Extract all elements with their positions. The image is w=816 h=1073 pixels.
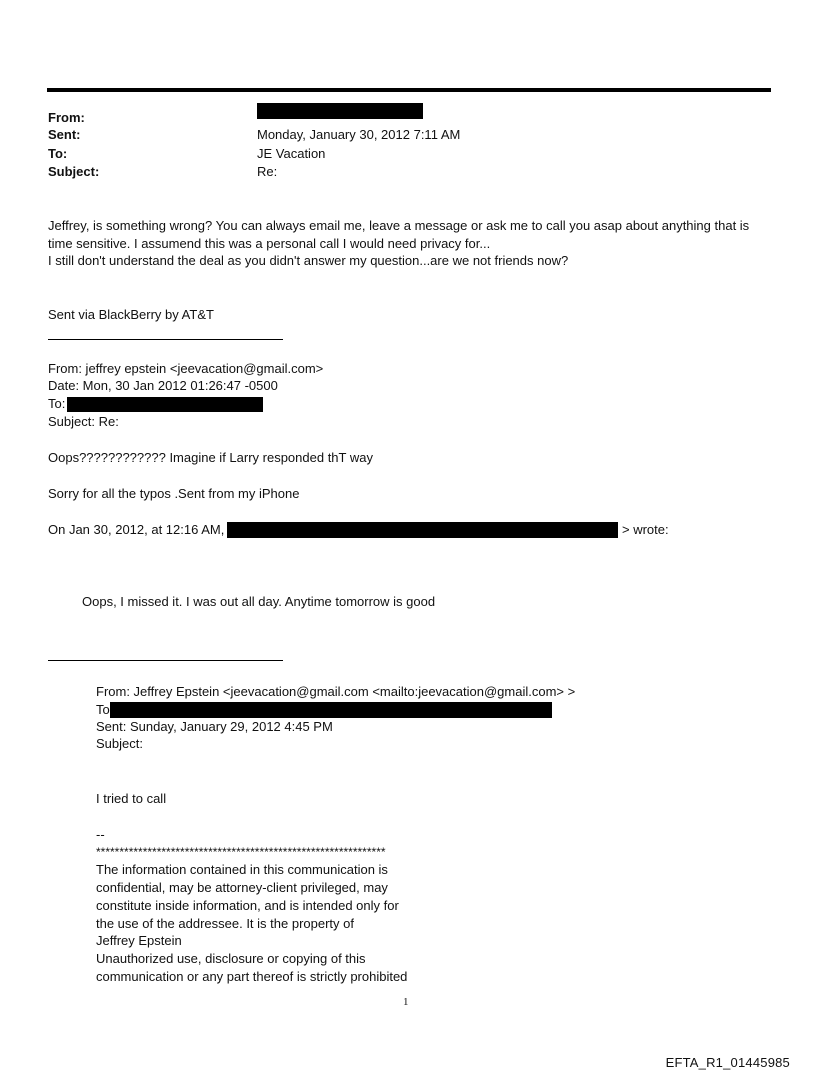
quoted3-to-label: To [96,702,110,717]
disclaimer-line-6: Unauthorized use, disclosure or copying of this [96,951,366,966]
disclaimer-line-1: The information contained in this communication is [96,862,388,877]
disclaimer-line-4: the use of the addressee. It is the property of [96,916,354,931]
separator-2 [48,660,283,661]
separator-1 [48,339,283,340]
body-line-3: I still don't understand the deal as you didn't answer my question...are we not friends now? [48,253,569,268]
quoted1-date: Date: Mon, 30 Jan 2012 01:26:47 -0500 [48,378,278,393]
quoted3-stars: ************************************************************** [96,845,386,859]
quoted1-to-label: To: [48,396,66,411]
disclaimer-line-2: confidential, may be attorney-client privileged, may [96,880,388,895]
sent-label: Sent: [48,127,81,142]
redaction-from [257,103,423,119]
quoted1-wrote-prefix: On Jan 30, 2012, at 12:16 AM, [48,522,225,537]
document-id: EFTA_R1_01445985 [665,1055,790,1070]
subject-value: Re: [257,164,278,179]
quoted1-from: From: jeffrey epstein <jeevacation@gmail.com> [48,361,324,376]
quoted1-subject: Subject: Re: [48,414,119,429]
quoted3-sent: Sent: Sunday, January 29, 2012 4:45 PM [96,719,333,734]
quoted1-wrote-suffix: > wrote: [622,522,669,537]
disclaimer-line-7: communication or any part thereof is strictly prohibited [96,969,408,984]
from-label: From: [48,110,85,125]
disclaimer-line-5: Jeffrey Epstein [96,933,182,948]
page-number: 1 [403,996,409,1008]
redaction-to-1 [67,397,263,412]
redaction-to-3 [110,702,552,718]
signature: Sent via BlackBerry by AT&T [48,307,214,322]
disclaimer-line-3: constitute inside information, and is intended only for [96,898,399,913]
quoted3-from: From: Jeffrey Epstein <jeevacation@gmail.com <mailto:jeevacation@gmail.com> > [96,684,576,699]
top-rule [47,88,771,92]
sent-value: Monday, January 30, 2012 7:11 AM [257,127,461,142]
to-label: To: [48,146,68,161]
quoted3-dashes: -- [96,827,105,842]
quoted1-msg-2: Sorry for all the typos .Sent from my iPhone [48,486,300,501]
quoted1-msg-1: Oops???????????? Imagine if Larry responded thT way [48,450,373,465]
subject-label: Subject: [48,164,100,179]
quoted3-subject: Subject: [96,736,143,751]
body-line-1: Jeffrey, is something wrong? You can always email me, leave a message or ask me to call you asap about anything that is [48,218,750,233]
redaction-wrote [227,522,618,538]
quoted2-msg: Oops, I missed it. I was out all day. Anytime tomorrow is good [82,594,436,609]
body-line-2: time sensitive. I assumend this was a personal call I would need privacy for... [48,236,491,251]
to-value: JE Vacation [257,146,326,161]
quoted3-msg: I tried to call [96,791,167,806]
